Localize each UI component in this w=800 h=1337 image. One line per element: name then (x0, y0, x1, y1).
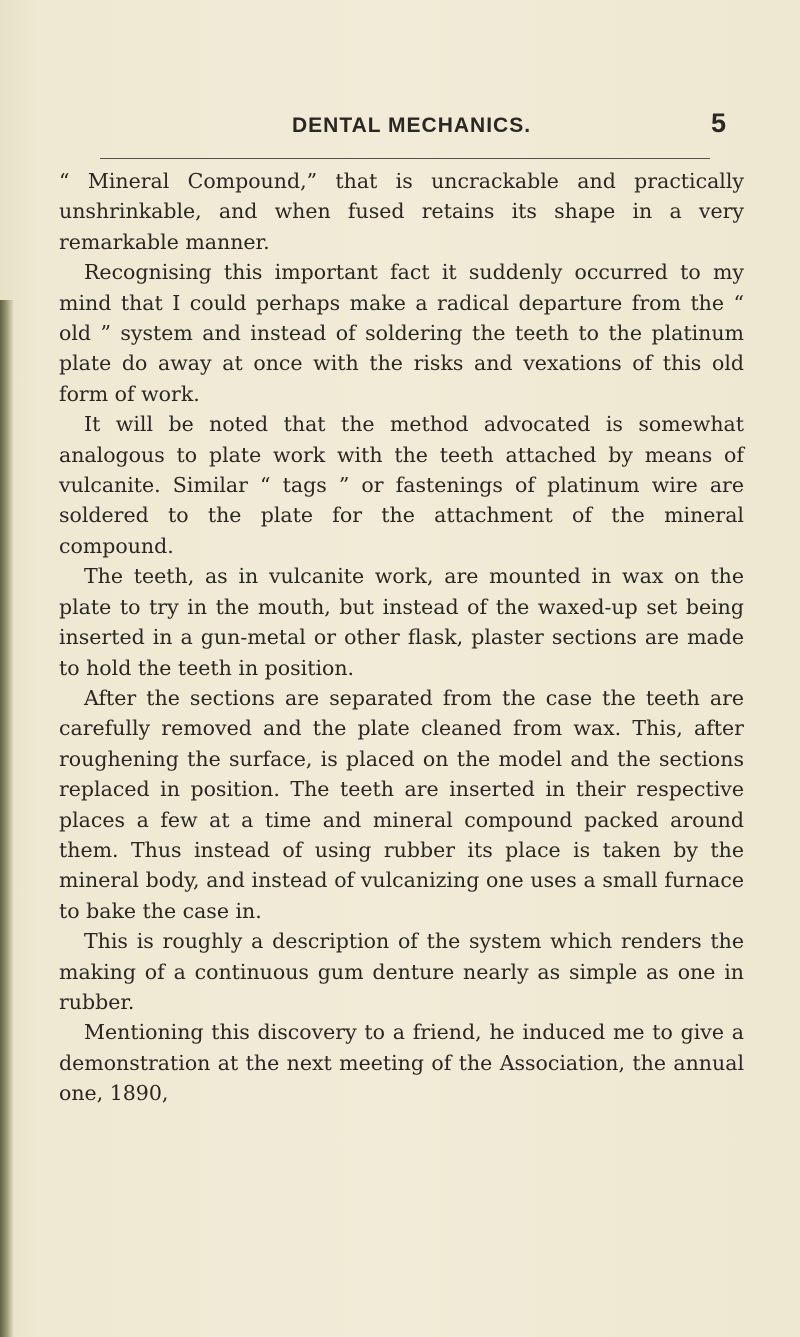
page-number: 5 (710, 108, 726, 138)
paragraph: It will be noted that the method advocated is somewhat analogous to plate work with the teeth attached by means of vulcanite. Similar “ tags ” or fastenings of platinum wire are soldered to the plate for the attachment of the mineral compound. (59, 412, 744, 558)
paragraph: “ Mineral Compound,” that is uncrackable and practically unshrinkable, and when fused retains its shape in a very remarkable manner. (59, 169, 744, 254)
paragraph: After the sections are separated from the case the teeth are carefully removed and the plate cleaned from wax. This, after roughening the surface, is placed on the model and the sections replaced in position. The teeth are inserted in their respective places a few at a time and mineral compound packed around them. Thus instead of using rubber its place is taken by the mineral body, and instead of vulcanizing one uses a small furnace to bake the case in. (59, 685, 744, 923)
header-rule (100, 158, 710, 159)
body-text (59, 166, 744, 1109)
paragraph: Recognising this important fact it suddenly occurred to my mind that I could perhaps make a radical departure from the “ old ” system and instead of soldering the teeth to the platinum plate do away at once with the risks and vexations of this old form of work. (59, 260, 744, 406)
paragraph: Mentioning this discovery to a friend, he induced me to give a demonstration at the next meeting of the Association, the annual one, 1890, (59, 1020, 744, 1106)
page-header (70, 108, 726, 144)
binding-shadow (0, 300, 14, 1337)
running-head: DENTAL MECHANICS. (292, 114, 532, 137)
paragraph: This is roughly a description of the system which renders the making of a continuous gum denture nearly as simple as one in rubber. (59, 929, 744, 1014)
paragraph: The teeth, as in vulcanite work, are mounted in wax on the plate to try in the mouth, but instead of the waxed-up set being inserted in a gun-metal or other flask, plaster sections are made to hold the teeth in position. (59, 564, 744, 680)
